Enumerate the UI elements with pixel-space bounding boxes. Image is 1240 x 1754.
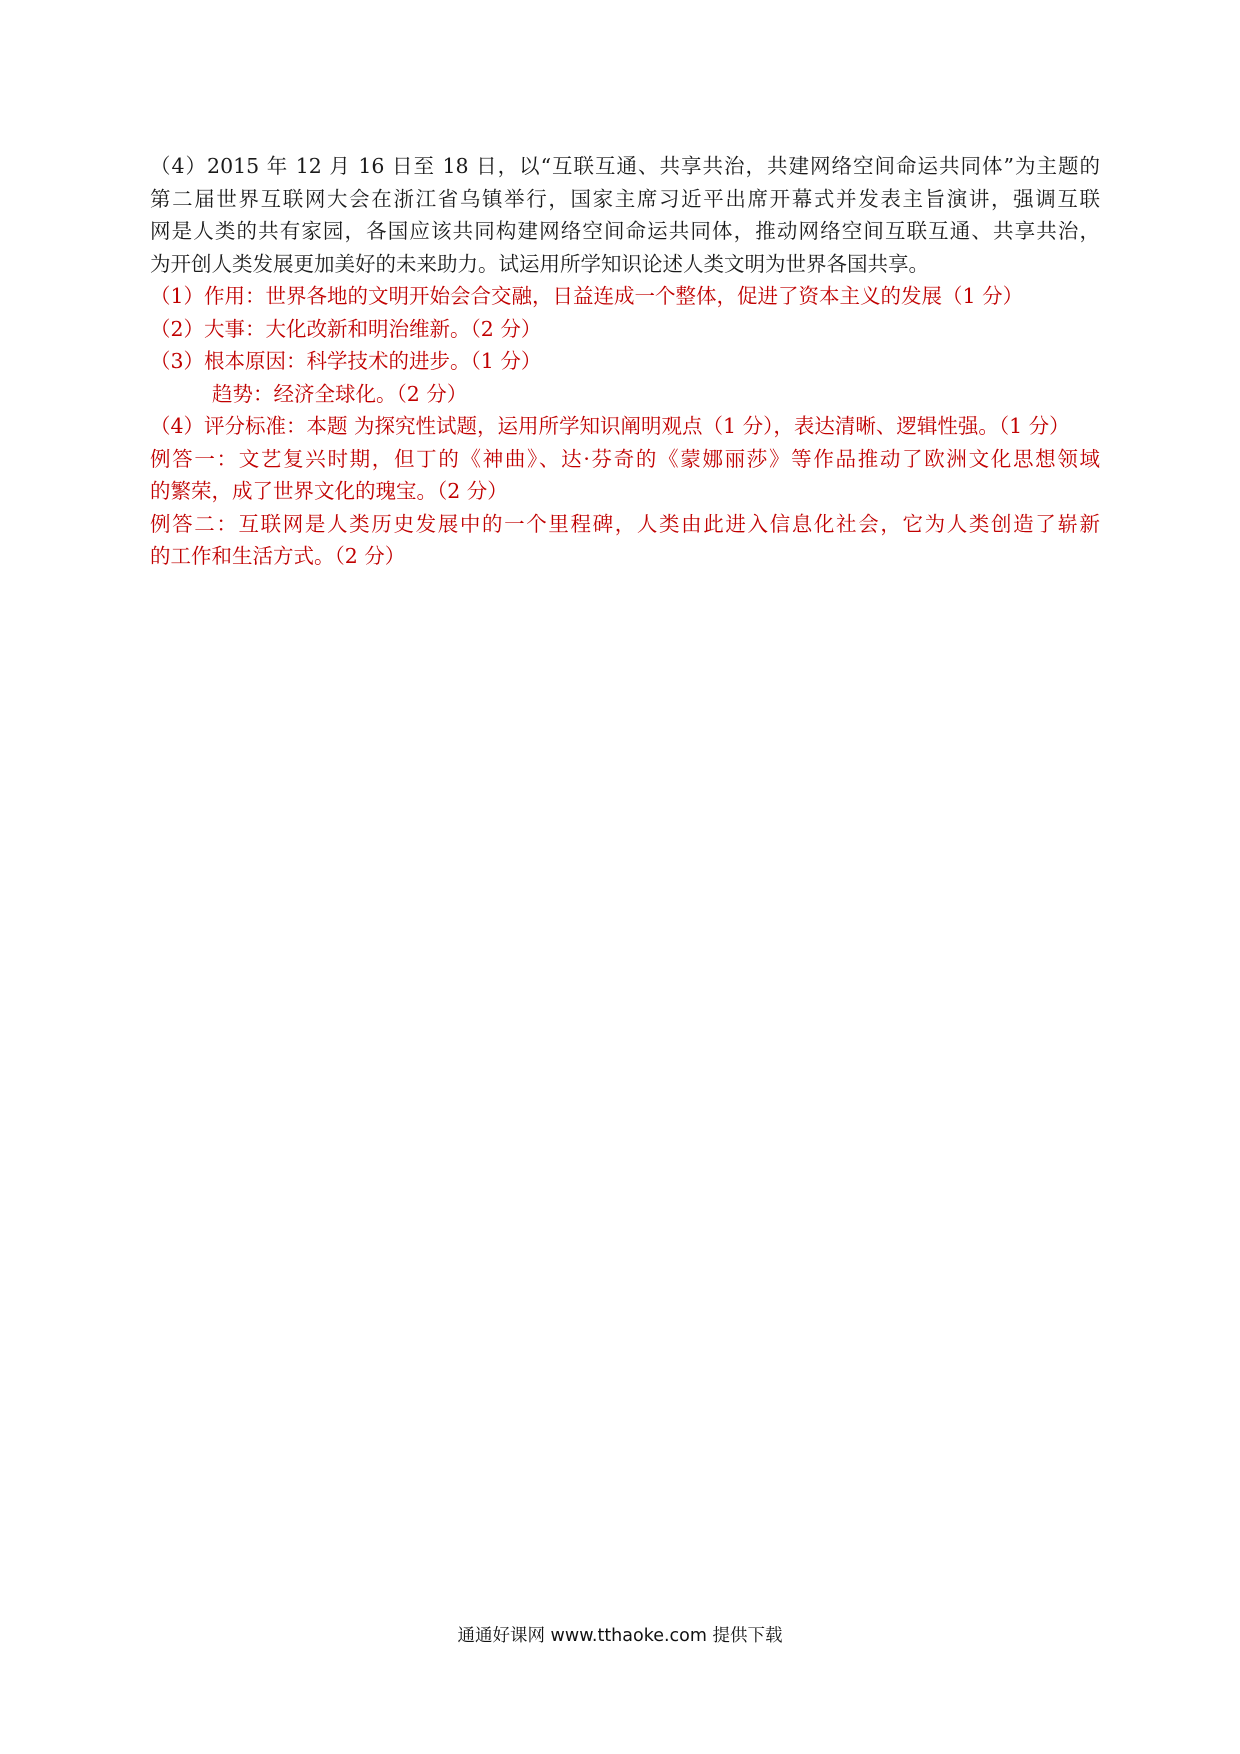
- example-2-line: 的工作和生活方式。（2 分）: [150, 544, 406, 568]
- example-2-line: 例答二：互联网是人类历史发展中的一个里程碑，人类由此进入信息化社会，它为人类创造了崭新: [150, 511, 1100, 536]
- example-answer-2: [150, 508, 1100, 573]
- answer-1: （1）作用：世界各地的文明开始会合交融，日益连成一个整体，促进了资本主义的发展（1 分）: [150, 284, 1024, 308]
- answer-2: （2）大事：大化改新和明治维新。（2 分）: [150, 316, 542, 341]
- example-1-line: 例答一：文艺复兴时期，但丁的《神曲》、达·芬奇的《蒙娜丽莎》等作品推动了欧洲文化思想领域: [150, 446, 1100, 471]
- question-line: 第二届世界互联网大会在浙江省乌镇举行，国家主席习近平出席开幕式并发表主旨演讲，强调互联: [150, 186, 1100, 211]
- question-line: 为开创人类发展更加美好的未来助力。试运用所学知识论述人类文明为世界各国共享。: [150, 251, 929, 276]
- answer-3-trend: 趋势：经济全球化。（2 分）: [212, 381, 468, 406]
- example-answer-1: [150, 443, 1100, 508]
- example-1-line: 的繁荣，成了世界文化的瑰宝。（2 分）: [150, 479, 508, 503]
- question-line: （4）2015 年 12 月 16 日至 18 日，以“互联互通、共享共治，共建网络空间命运共同体”为主题的: [150, 154, 1100, 178]
- answer-4: （4）评分标准：本题 为探究性试题，运用所学知识阐明观点（1 分），表达清晰、逻辑性强。（1 分）: [150, 414, 1070, 438]
- page-footer: 通通好课网 www.tthaoke.com 提供下载: [457, 1626, 783, 1646]
- answer-section: [150, 280, 1100, 573]
- document-body: [150, 150, 1100, 573]
- question-line: 网是人类的共有家园，各国应该共同构建网络空间命运共同体，推动网络空间互联互通、共享共治，: [150, 219, 1100, 243]
- question-paragraph: [150, 150, 1100, 280]
- answer-3: （3）根本原因：科学技术的进步。（1 分）: [150, 349, 542, 373]
